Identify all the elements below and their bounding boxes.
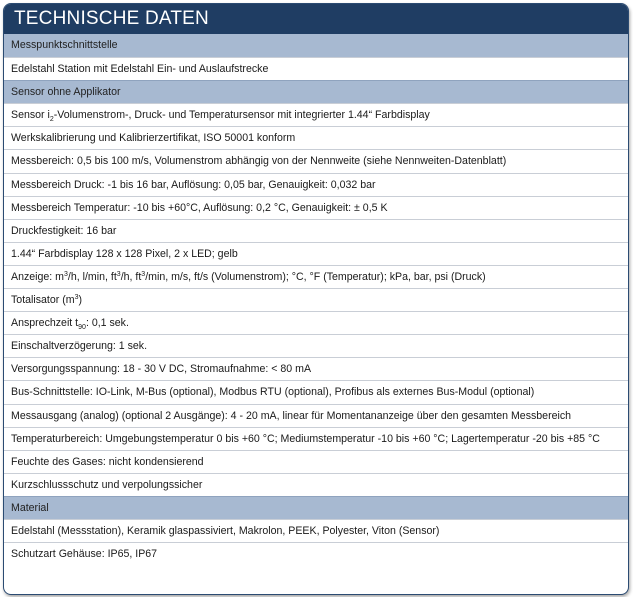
spec-text: Ansprechzeit t bbox=[11, 317, 79, 330]
spec-row: 1.44“ Farbdisplay 128 x 128 Pixel, 2 x LED; gelb bbox=[4, 242, 628, 265]
spec-row: Edelstahl Station mit Edelstahl Ein- und Auslaufstrecke bbox=[4, 57, 628, 80]
spec-row: Einschaltverzögerung: 1 sek. bbox=[4, 334, 628, 357]
spec-row: Bus-Schnittstelle: IO-Link, M-Bus (optional), Modbus RTU (optional), Profibus als externes Bus-Modul (optional) bbox=[4, 380, 628, 403]
superscript: 3 bbox=[116, 270, 121, 278]
subscript: 2 bbox=[49, 116, 54, 124]
section-header-sensor: Sensor ohne Applikator bbox=[4, 80, 628, 103]
spec-row bbox=[4, 103, 628, 126]
spec-row: Messbereich Temperatur: -10 bis +60°C, Auflösung: 0,2 °C, Genauigkeit: ± 0,5 K bbox=[4, 196, 628, 219]
spec-row bbox=[4, 288, 628, 311]
panel-title: TECHNISCHE DATEN bbox=[4, 4, 628, 34]
technical-data-panel bbox=[3, 3, 629, 595]
spec-row: Messbereich Druck: -1 bis 16 bar, Auflösung: 0,05 bar, Genauigkeit: 0,032 bar bbox=[4, 173, 628, 196]
spec-row: Messausgang (analog) (optional 2 Ausgänge): 4 - 20 mA, linear für Momentananzeige über den gesamten Messbereich bbox=[4, 404, 628, 427]
spec-text: Sensor i bbox=[11, 109, 50, 122]
superscript: 3 bbox=[141, 270, 146, 278]
superscript: 3 bbox=[74, 294, 79, 302]
spec-row: Druckfestigkeit: 16 bar bbox=[4, 219, 628, 242]
spec-row bbox=[4, 311, 628, 334]
spec-text: /h, ft bbox=[120, 270, 142, 283]
spec-row: Kurzschlussschutz und verpolungssicher bbox=[4, 473, 628, 496]
spec-text: /min, m/s, ft/s (Volumenstrom); °C, °F (Temperatur); kPa, bar, psi (Druck) bbox=[145, 270, 486, 283]
spec-row: Edelstahl (Messstation), Keramik glaspassiviert, Makrolon, PEEK, Polyester, Viton (Sensor) bbox=[4, 519, 628, 542]
section-header-material: Material bbox=[4, 496, 628, 519]
spec-text: ) bbox=[78, 294, 83, 307]
spec-text: : 0,1 sek. bbox=[85, 317, 129, 330]
spec-text: Totalisator (m bbox=[11, 294, 75, 307]
spec-text: Anzeige: m bbox=[11, 270, 64, 283]
spec-text: -Volumenstrom-, Druck- und Temperatursensor mit integrierter 1.44“ Farbdisplay bbox=[53, 109, 430, 122]
spec-row: Messbereich: 0,5 bis 100 m/s, Volumenstrom abhängig von der Nennweite (siehe Nennweiten-Datenblatt) bbox=[4, 149, 628, 172]
superscript: 3 bbox=[64, 270, 68, 278]
spec-row: Werkskalibrierung und Kalibrierzertifikat, ISO 50001 konform bbox=[4, 126, 628, 149]
subscript: 90 bbox=[78, 324, 86, 332]
spec-row: Temperaturbereich: Umgebungstemperatur 0 bis +60 °C; Mediumstemperatur -10 bis +60 °C; Lagertemperatur -20 bis +85 °C bbox=[4, 427, 628, 450]
spec-row bbox=[4, 265, 628, 288]
spec-text: /h, l/min, ft bbox=[67, 270, 117, 283]
spec-row: Versorgungsspannung: 18 - 30 V DC, Stromaufnahme: < 80 mA bbox=[4, 357, 628, 380]
spec-row: Schutzart Gehäuse: IP65, IP67 bbox=[4, 542, 628, 565]
section-header-messpunktschnittstelle: Messpunktschnittstelle bbox=[4, 34, 628, 57]
spec-row: Feuchte des Gases: nicht kondensierend bbox=[4, 450, 628, 473]
